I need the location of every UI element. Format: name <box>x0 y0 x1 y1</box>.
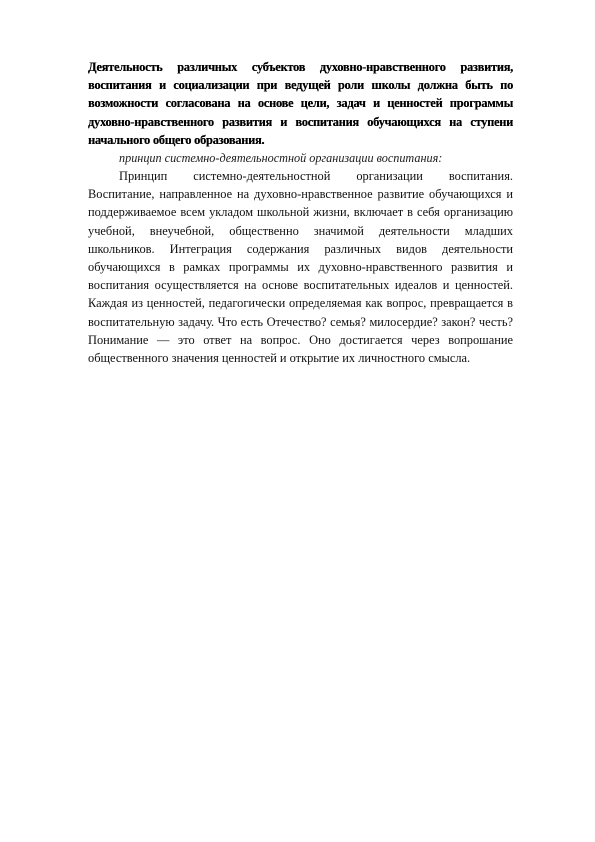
bold-paragraph: Деятельность различных субъектов духовно-нравственного развития, воспитания и социализации при ведущей роли школы должна быть по возможности согласована на основе цели, задач и ценностей программы духовно-нравственного развития и воспитания обучающихся на ступени начального общего образования. <box>88 60 513 147</box>
document-content <box>88 58 513 367</box>
body-paragraph: Принцип системно-деятельностной организации воспитания. Воспитание, направленное на духовно-нравственное развитие обучающихся и поддерживаемое всем укладом школьной жизни, включает в себя организацию учебной, внеучебной, общественно значимой деятельности младших школьников. Интеграция содержания различных видов деятельности обучающихся в рамках программы их духовно-нравственного развития и воспитания осуществляется на основе воспитательных идеалов и ценностей. Каждая из ценностей, педагогически определяемая как вопрос, превращается в воспитательную задачу. Что есть Отечество? семья? милосердие? закон? честь? Понимание — это ответ на вопрос. Оно достигается через вопрошание общественного значения ценностей и открытие их личностного смысла. <box>88 169 513 366</box>
italic-heading: принцип системно-деятельностной организации воспитания: <box>119 151 443 166</box>
